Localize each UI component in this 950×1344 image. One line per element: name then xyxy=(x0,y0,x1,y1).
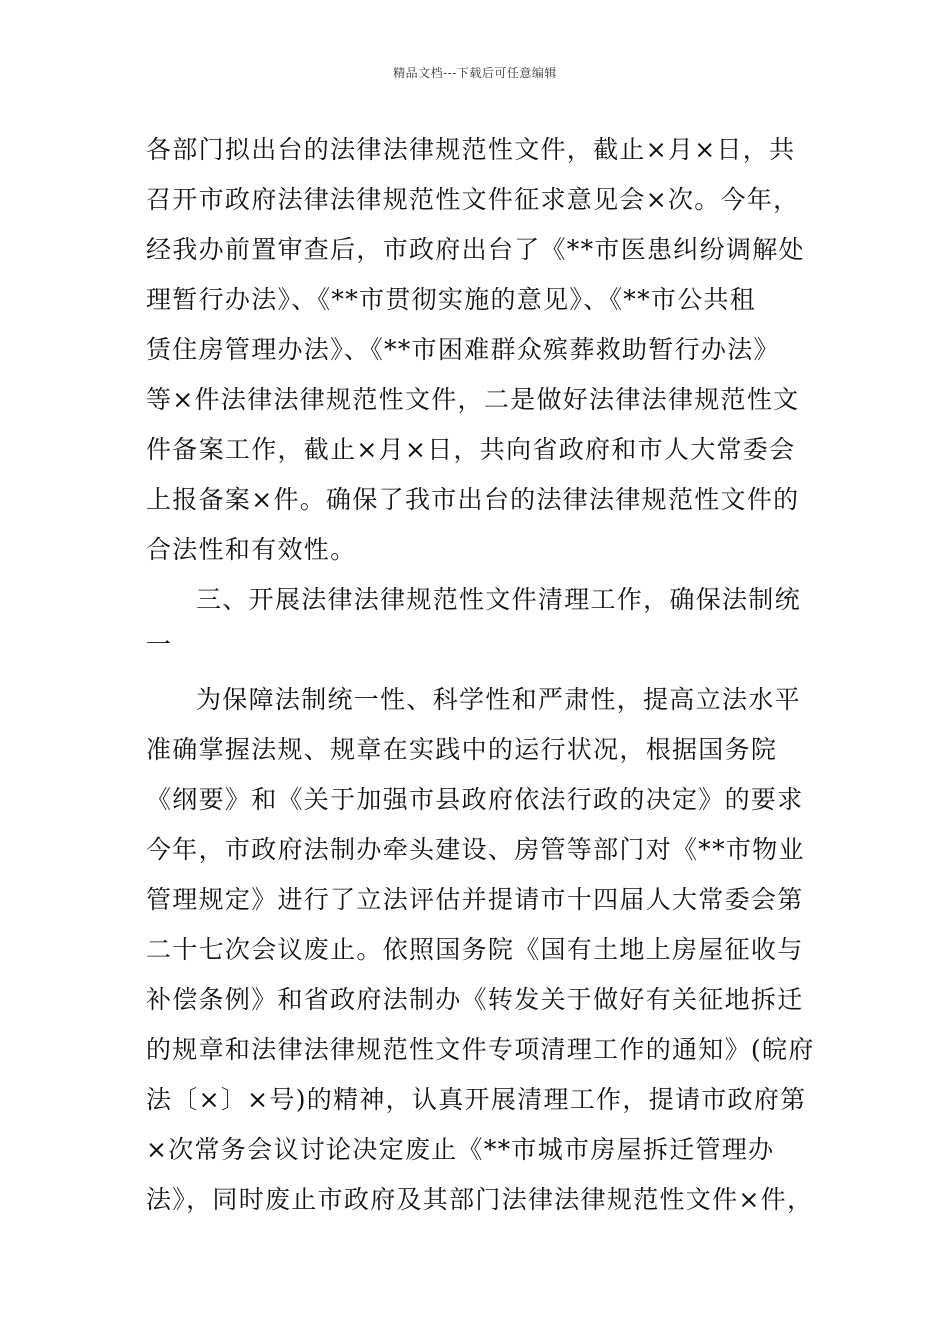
page-header: 精品文档---下载后可任意编辑 xyxy=(393,66,557,80)
body-line-12: 为保障法制统一性、科学性和严肃性，提高立法水平 xyxy=(196,685,801,714)
body-line-7: 件备案工作，截止×月×日，共向省政府和市人大常委会 xyxy=(146,435,796,464)
body-line-8: 上报备案×件。确保了我市出台的法律法律规范性文件的 xyxy=(146,485,800,514)
body-line-5: 赁住房管理办法》、《**市困难群众殡葬救助暂行办法》 xyxy=(146,335,780,364)
body-line-15: 今年，市政府法制办牵头建设、房管等部门对《**市物业 xyxy=(146,835,805,864)
body-line-22: 法》，同时废止市政府及其部门法律法律规范性文件×件， xyxy=(146,1185,814,1214)
body-line-2: 召开市政府法律法律规范性文件征求意见会×次。今年， xyxy=(146,185,800,214)
body-line-17: 二十七次会议废止。依照国务院《国有土地上房屋征收与 xyxy=(146,935,804,964)
body-line-19: 的规章和法律法律规范性文件专项清理工作的通知》(皖府 xyxy=(146,1035,815,1064)
body-line-16: 管理规定》进行了立法评估并提请市十四届人大常委会第 xyxy=(146,885,804,914)
body-line-3: 经我办前置审查后，市政府出台了《**市医患纠纷调解处 xyxy=(146,235,805,264)
body-line-14: 《纲要》和《关于加强市县政府依法行政的决定》的要求 xyxy=(146,785,804,814)
body-line-4: 理暂行办法》、《**市贯彻实施的意见》、《**市公共租 xyxy=(146,285,757,314)
body-line-6: 等×件法律法律规范性文件，二是做好法律法律规范性文 xyxy=(146,385,800,414)
section-heading-3: 三、开展法律法律规范性文件清理工作，确保法制统 xyxy=(196,585,801,614)
body-line-18: 补偿条例》和省政府法制办《转发关于做好有关征地拆迁 xyxy=(146,985,804,1014)
body-line-21: ×次常务会议讨论决定废止《**市城市房屋拆迁管理办 xyxy=(146,1135,775,1164)
body-line-13: 准确掌握法规、规章在实践中的运行状况，根据国务院 xyxy=(146,735,778,764)
section-heading-3-cont: 一 xyxy=(146,630,173,659)
body-line-20: 法〔×〕×号)的精神，认真开展清理工作，提请市政府第 xyxy=(146,1085,807,1114)
body-line-9: 合法性和有效性。 xyxy=(146,535,357,564)
body-line-1: 各部门拟出台的法律法律规范性文件，截止×月×日，共 xyxy=(146,135,796,164)
